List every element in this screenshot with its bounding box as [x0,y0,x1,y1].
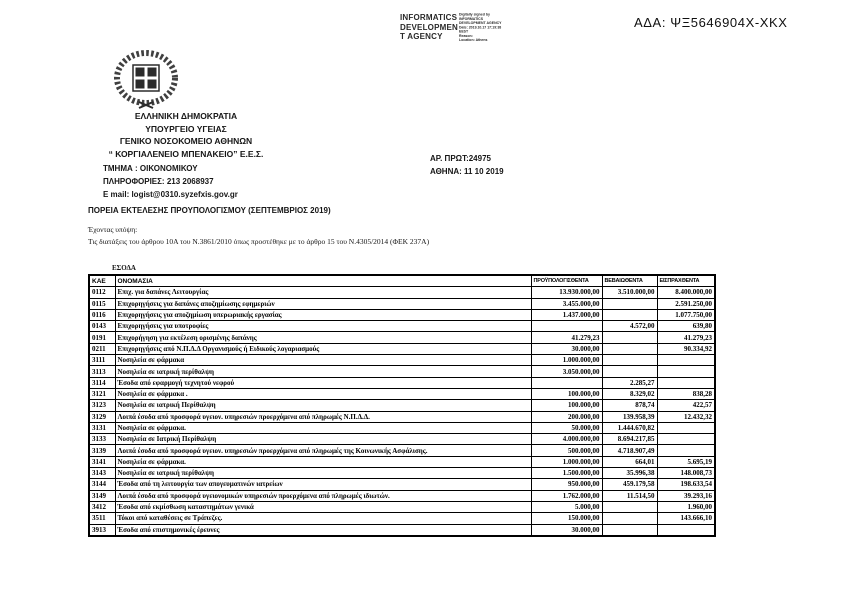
row-kae: 0112 [89,287,115,298]
row-name: Νοσηλεία σε Ιατρική Περίθαλψη [115,434,531,445]
text-line: Location: Athens [459,38,488,42]
table-row [89,422,715,433]
row-certified: 8.329,02 [602,388,657,399]
protocol-city-date: ΑΘΗΝΑ: 11 10 2019 [430,167,504,176]
table-row [89,501,715,512]
row-kae: 3141 [89,456,115,467]
row-collected [657,422,715,433]
letterhead [55,110,317,160]
row-collected [657,366,715,377]
text-line: ΥΠΟΥΡΓΕΙΟ ΥΓΕΙΑΣ [145,123,227,134]
department-name: ΤΜΗΜΑ : ΟΙΚΟΝΟΜΙΚΟΥ [103,164,198,173]
row-collected: 12.432,32 [657,411,715,422]
cross-shield [133,65,159,91]
row-kae: 3149 [89,490,115,501]
table-row [89,490,715,501]
contact-email: E mail: logist@0310.syzefxis.gov.gr [103,190,238,199]
row-kae: 3511 [89,513,115,524]
row-kae: 3143 [89,468,115,479]
table-section-label: ΕΣΟΔΑ [112,264,136,272]
having-regard-label: Έχοντας υπόψη: [88,225,138,234]
row-certified [602,332,657,343]
row-name: Νοσηλεία σε ιατρική περίθαλψη [115,468,531,479]
wreath-stems [139,102,153,108]
table-row [89,287,715,298]
row-certified: 3.510.000,00 [602,287,657,298]
row-certified: 4.718.907,49 [602,445,657,456]
row-kae: 3114 [89,377,115,388]
row-budgeted: 500.000,00 [531,445,602,456]
text-line: Digitally signed by [459,13,490,17]
contact-info: ΠΛΗΡΟΦΟΡΙΕΣ: 213 2068937 [103,177,214,186]
row-collected [657,445,715,456]
row-name: Νοσηλεία σε φάρμακα. [115,422,531,433]
row-budgeted: 41.279,23 [531,332,602,343]
row-name: Έσοδα από εφαρμογή τεχνητού νεφρού [115,377,531,388]
table-row [89,355,715,366]
row-kae: 3133 [89,434,115,445]
law-reference: Τις διατάξεις του άρθρου 10Α του Ν.3861/2010 όπως προστέθηκε με το άρθρο 15 του Ν.4305/2014 (ΦΕΚ 237Α) [88,237,430,246]
row-collected: 838,28 [657,388,715,399]
row-budgeted: 1.762.000,00 [531,490,602,501]
row-budgeted: 30.000,00 [531,343,602,354]
row-budgeted: 3.455.000,00 [531,298,602,309]
row-budgeted [531,377,602,388]
table-row [89,524,715,536]
table-row [89,513,715,524]
row-kae: 3139 [89,445,115,456]
signing-agency-name [400,13,458,42]
row-certified [602,343,657,354]
row-budgeted: 1.000.000,00 [531,456,602,467]
row-budgeted: 30.000,00 [531,524,602,536]
digital-signature-details [459,13,569,43]
text-line: INFORMATICS [400,13,458,22]
row-budgeted [531,321,602,332]
row-collected: 8.400.000,00 [657,287,715,298]
row-budgeted: 1.437.000,00 [531,309,602,320]
row-certified: 8.694.217,85 [602,434,657,445]
row-collected: 198.633,54 [657,479,715,490]
row-budgeted: 3.050.000,00 [531,366,602,377]
table-row [89,366,715,377]
table-row [89,479,715,490]
text-line: ΓΕΝΙΚΟ ΝΟΣΟΚΟΜΕΙΟ ΑΘΗΝΩΝ [119,136,253,147]
row-collected: 90.334,92 [657,343,715,354]
row-kae: 3111 [89,355,115,366]
table-row [89,411,715,422]
text-line: DEVELOPMEN [400,22,459,32]
text-line: ΕΛΛΗΝΙΚΗ ΔΗΜΟΚΡΑΤΙΑ [134,111,238,121]
text-line: Date: 2019.10.17 17:19:38 [459,25,502,30]
ada-code: ΑΔΑ: ΨΞ5646904Χ-ΧΚΧ [634,15,788,30]
row-budgeted: 200.000,00 [531,411,602,422]
table-row [89,309,715,320]
row-collected [657,355,715,366]
row-budgeted: 100.000,00 [531,388,602,399]
text-line: EEST [459,30,469,34]
row-budgeted: 13.930.000,00 [531,287,602,298]
row-name: Επιχορηγήσεις για αποζημίωση υπερωριακής εργασίας [115,309,531,320]
row-kae: 0115 [89,298,115,309]
row-collected: 1.960,00 [657,501,715,512]
table-row [89,388,715,399]
row-kae: 3129 [89,411,115,422]
table-row [89,332,715,343]
row-budgeted: 4.000.000,00 [531,434,602,445]
row-name: Έσοδα από τη λειτουργία των απογευματινών ιατρείων [115,479,531,490]
table-row [89,400,715,411]
row-name: Έσοδα από επιστημονικές έρευνες [115,524,531,536]
row-certified: 878,74 [602,400,657,411]
table-row [89,298,715,309]
row-collected: 39.293,16 [657,490,715,501]
row-certified: 459.179,58 [602,479,657,490]
row-kae: 3121 [89,388,115,399]
protocol-block [430,152,504,178]
row-certified: 4.572,00 [602,321,657,332]
row-collected: 1.077.750,00 [657,309,715,320]
row-kae: 0116 [89,309,115,320]
row-name: Τόκοι από καταθέσεις σε Τράπεζες. [115,513,531,524]
row-collected [657,524,715,536]
row-name: Έσοδα από εκμίσθωση καταστημάτων γενικά [115,501,531,512]
row-certified [602,501,657,512]
row-collected [657,377,715,388]
row-kae: 3412 [89,501,115,512]
col-header-certified: ΒΕΒΑΙΩΘΕΝΤΑ [602,275,657,287]
table-row [89,445,715,456]
document-title: ΠΟΡΕΙΑ ΕΚΤΕΛΕΣΗΣ ΠΡΟΥΠΟΛΟΓΙΣΜΟΥ (ΣΕΠΤΕΜΒΡΙΟΣ 2019) [88,206,331,215]
row-certified: 35.996,38 [602,468,657,479]
row-name: Λοιπά έσοδα από προσφορά υγειονομικών υπηρεσιών προερχόμενα από πληρωμές ιδιωτών. [115,490,531,501]
row-certified [602,355,657,366]
row-kae: 3113 [89,366,115,377]
greek-coat-of-arms-icon [106,50,186,112]
row-name: Νοσηλεία σε φάρμακα . [115,388,531,399]
table-row [89,321,715,332]
row-name: Νοσηλεία σε ιατρική Περίθαλψη [115,400,531,411]
table-header-row [89,275,715,287]
row-certified: 2.285,27 [602,377,657,388]
row-certified: 664,01 [602,456,657,467]
row-name: Επιχορηγήσεις για υποτροφίες [115,321,531,332]
row-certified [602,366,657,377]
row-name: Επιχορηγήσεις από Ν.Π.Δ.Δ Οργανισμούς ή Ειδικούς λογαριασμούς [115,343,531,354]
row-name: Λοιπά έσοδα από προσφορά υγειον. υπηρεσιών προερχόμενα από πληρωμές Ν.Π.Δ.Δ. [115,411,531,422]
text-line: DEVELOPMENT AGENCY [459,21,502,25]
row-budgeted: 1.500.000,00 [531,468,602,479]
row-name: Νοσηλεία σε ιατρική περίθαλψη [115,366,531,377]
row-collected: 422,57 [657,400,715,411]
row-name: Επιχορηγήσεις για δαπάνες αποζημίωσης εφημεριών [115,298,531,309]
row-name: Νοσηλεία σε φάρμακα [115,355,531,366]
row-budgeted: 150.000,00 [531,513,602,524]
row-name: Επιχορήγηση για εκτέλεση ορισμένης δαπάνης [115,332,531,343]
table-row [89,377,715,388]
preamble [88,224,429,248]
text-line: “ ΚΟΡΓΙΑΛΕΝΕΙΟ ΜΠΕΝΑΚΕΙΟ” Ε.Ε.Σ. [108,148,264,159]
row-certified: 139.958,39 [602,411,657,422]
text-line: Reason: [459,34,473,38]
row-certified [602,513,657,524]
row-collected: 143.666,10 [657,513,715,524]
row-budgeted: 50.000,00 [531,422,602,433]
row-collected: 639,80 [657,321,715,332]
row-collected: 41.279,23 [657,332,715,343]
row-collected: 2.591.250,00 [657,298,715,309]
row-certified: 1.444.670,82 [602,422,657,433]
emblem-svg [106,50,186,112]
col-header-kae: ΚΑΕ [89,275,115,287]
row-kae: 3123 [89,400,115,411]
row-kae: 3913 [89,524,115,536]
table-row [89,456,715,467]
row-certified [602,524,657,536]
budget-table [88,274,716,537]
row-kae: 0143 [89,321,115,332]
text-line: INFORMATICS [459,17,484,21]
row-kae: 3144 [89,479,115,490]
col-header-collected: ΕΙΣΠΡΑΧΘΕΝΤΑ [657,275,715,287]
row-kae: 0191 [89,332,115,343]
protocol-number: ΑΡ. ΠΡΩΤ:24975 [430,154,491,163]
department-block [103,162,238,201]
row-certified: 11.514,50 [602,490,657,501]
row-kae: 0211 [89,343,115,354]
row-kae: 3131 [89,422,115,433]
row-collected [657,434,715,445]
row-name: Νοσηλεία σε φάρμακα. [115,456,531,467]
row-budgeted: 1.000.000,00 [531,355,602,366]
row-name: Επιχ. για δαπάνες Λειτουργίας [115,287,531,298]
table-row [89,343,715,354]
col-header-budgeted: ΠΡΟΫΠΟΛΟΓΙΣΘΕΝΤΑ [531,275,602,287]
row-certified [602,298,657,309]
row-collected: 5.695,19 [657,456,715,467]
row-certified [602,309,657,320]
table-row [89,468,715,479]
row-budgeted: 5.000,00 [531,501,602,512]
row-budgeted: 100.000,00 [531,400,602,411]
row-collected: 148.008,73 [657,468,715,479]
row-budgeted: 950.000,00 [531,479,602,490]
col-header-name: ΟΝΟΜΑΣΙΑ [115,275,531,287]
table-row [89,434,715,445]
row-name: Λοιπά έσοδα από προσφορά υγειον. υπηρεσιών προερχόμενα από πληρωμές της Κοινωνικής Ασφάλισης. [115,445,531,456]
text-line: T AGENCY [400,32,443,41]
